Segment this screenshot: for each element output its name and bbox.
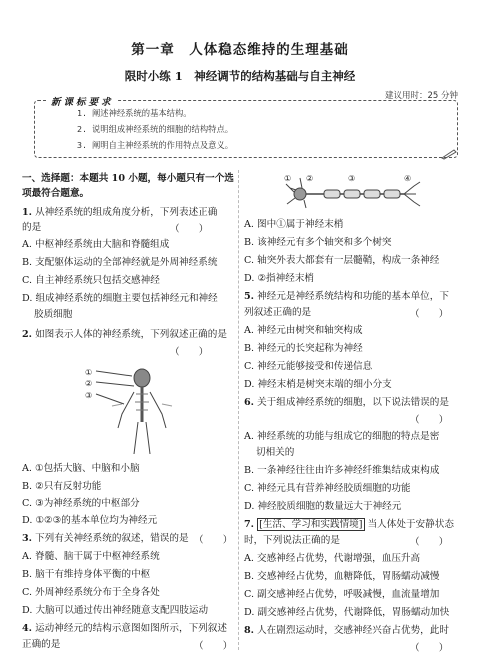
question-stem: 从神经系统的组成角度分析，下列表述正确 bbox=[35, 207, 218, 218]
question-stem-cont: 正确的是 bbox=[22, 639, 61, 650]
question-stem: 神经元是神经系统结构和功能的基本单位，下 bbox=[257, 291, 449, 302]
option-a: A. 交感神经占优势，代谢增强，血压升高 bbox=[244, 553, 421, 564]
goals-title: 新课标要求 bbox=[48, 94, 117, 108]
option-d: D. 神经胶质细胞的数量远大于神经元 bbox=[244, 501, 402, 512]
option-d: D. 神经末梢是树突末端的细小分支 bbox=[244, 379, 392, 390]
option-b: B. 神经元的长突起称为神经 bbox=[244, 343, 363, 354]
question-7 bbox=[244, 518, 454, 531]
option-a: A. ①包括大脑、中脑和小脑 bbox=[22, 463, 140, 474]
option-d: D. 大脑可以通过传出神经随意支配四肢运动 bbox=[22, 605, 209, 616]
figure-label-1: ① bbox=[284, 174, 292, 183]
question-number: 3. bbox=[22, 533, 33, 544]
answer-paren[interactable]: （ ） bbox=[170, 347, 209, 358]
answer-paren[interactable]: （ ） bbox=[410, 537, 449, 548]
option-a-cont: 切相关的 bbox=[256, 447, 295, 458]
question-stem-cont: 的是 bbox=[22, 222, 42, 233]
column-divider bbox=[238, 170, 239, 650]
option-c: C. 自主神经系统只包括交感神经 bbox=[22, 275, 160, 286]
figure-label-3: ③ bbox=[85, 391, 93, 400]
section-heading-line1: 一、选择题：本题共 10 小题，每小题只有一个选 bbox=[22, 173, 234, 184]
option-d-cont: 胶质细胞 bbox=[34, 309, 73, 320]
option-a: A. 脊髓、脑干属于中枢神经系统 bbox=[22, 551, 160, 562]
option-a: A. 图中①属于神经末梢 bbox=[244, 219, 344, 230]
option-b: B. 一条神经往往由许多神经纤维集结成束构成 bbox=[244, 465, 440, 476]
option-d: D. ①②③的基本单位均为神经元 bbox=[22, 515, 158, 526]
option-b: B. ②只有反射功能 bbox=[22, 481, 102, 492]
question-3 bbox=[22, 532, 189, 545]
goal-item: 3. 阐明自主神经系统的作用特点及意义。 bbox=[77, 140, 234, 150]
question-5 bbox=[244, 290, 449, 303]
question-2 bbox=[22, 328, 227, 341]
figure-label-1: ① bbox=[85, 368, 93, 377]
question-stem: 关于组成神经系统的细胞，以下说法错误的是 bbox=[257, 397, 449, 408]
option-c: C. 外周神经系统分布于全身各处 bbox=[22, 587, 160, 598]
answer-paren[interactable]: （ ） bbox=[410, 643, 449, 654]
answer-paren[interactable]: （ ） bbox=[194, 641, 233, 652]
figure-label-2: ② bbox=[85, 379, 93, 388]
goals-box bbox=[34, 100, 458, 158]
answer-paren[interactable]: （ ） bbox=[194, 535, 233, 546]
option-b: B. 交感神经占优势，血糖降低，胃肠蠕动减慢 bbox=[244, 571, 440, 582]
question-number: 4. bbox=[22, 623, 33, 634]
question-number: 5. bbox=[244, 291, 255, 302]
answer-paren[interactable]: （ ） bbox=[410, 415, 449, 426]
question-number: 6. bbox=[244, 397, 255, 408]
question-1 bbox=[22, 206, 217, 219]
question-number: 1. bbox=[22, 207, 33, 218]
option-a: A. 神经系统的功能与组成它的细胞的特点是密 bbox=[244, 431, 440, 442]
option-c: C. ③为神经系统的中枢部分 bbox=[22, 498, 140, 509]
answer-paren[interactable]: （ ） bbox=[170, 224, 209, 235]
option-d: D. 副交感神经占优势，代谢降低，胃肠蠕动加快 bbox=[244, 607, 450, 618]
figure-label-4: ④ bbox=[404, 174, 412, 183]
option-c: C. 神经元具有营养神经胶质细胞的功能 bbox=[244, 483, 411, 494]
question-4 bbox=[22, 622, 227, 635]
chapter-title: 第一章 人体稳态维持的生理基础 bbox=[131, 42, 349, 58]
option-a: A. 中枢神经系统由大脑和脊髓组成 bbox=[22, 239, 170, 250]
context-tag: [生活、学习和实践情境] bbox=[259, 519, 363, 530]
question-stem: 如图表示人体的神经系统，下列叙述正确的是 bbox=[35, 329, 227, 340]
question-6 bbox=[244, 396, 449, 409]
section-heading-line2: 项最符合题意。 bbox=[22, 188, 90, 199]
option-a: A. 神经元由树突和轴突构成 bbox=[244, 325, 363, 336]
option-d: D. ②指神经末梢 bbox=[244, 273, 315, 284]
pencil-icon bbox=[440, 148, 458, 160]
option-c: C. 神经元能够接受和传递信息 bbox=[244, 361, 373, 372]
question-stem: 人在剧烈运动时，交感神经兴奋占优势，此时 bbox=[257, 625, 449, 636]
figure-label-3: ③ bbox=[348, 174, 356, 183]
question-number: 2. bbox=[22, 329, 33, 340]
question-number: 8. bbox=[244, 625, 255, 636]
answer-paren[interactable]: （ ） bbox=[410, 309, 449, 320]
question-number: 7. bbox=[244, 519, 255, 530]
figure-label-2: ② bbox=[306, 174, 314, 183]
lesson-title: 限时小练 1 神经调节的结构基础与自主神经 bbox=[124, 69, 356, 83]
question-stem: 运动神经元的结构示意图如图所示，下列叙述 bbox=[35, 623, 227, 634]
option-b: B. 该神经元有多个轴突和多个树突 bbox=[244, 237, 392, 248]
question-stem-cont: 时，下列说法正确的是 bbox=[244, 535, 340, 546]
suggested-time: 建议用时：25 分钟 bbox=[384, 91, 458, 101]
nervous-system-figure bbox=[82, 364, 192, 458]
question-stem-cont: 列叙述正确的是 bbox=[244, 307, 312, 318]
question-stem: 当人体处于安静状态 bbox=[367, 519, 454, 530]
option-d: D. 组成神经系统的细胞主要包括神经元和神经 bbox=[22, 293, 218, 304]
question-8 bbox=[244, 624, 449, 637]
option-b: B. 脑干有维持身体平衡的中枢 bbox=[22, 569, 151, 580]
question-stem: 下列有关神经系统的叙述，错误的是 bbox=[35, 533, 189, 544]
option-b: B. 支配躯体运动的全部神经就是外周神经系统 bbox=[22, 257, 218, 268]
option-c: C. 轴突外表大都套有一层髓鞘，构成一条神经 bbox=[244, 255, 440, 266]
option-c: C. 副交感神经占优势，呼吸减慢，血流量增加 bbox=[244, 589, 440, 600]
goal-item: 1. 阐述神经系统的基本结构。 bbox=[77, 108, 192, 118]
goal-item: 2. 说明组成神经系统的细胞的结构特点。 bbox=[77, 124, 234, 134]
